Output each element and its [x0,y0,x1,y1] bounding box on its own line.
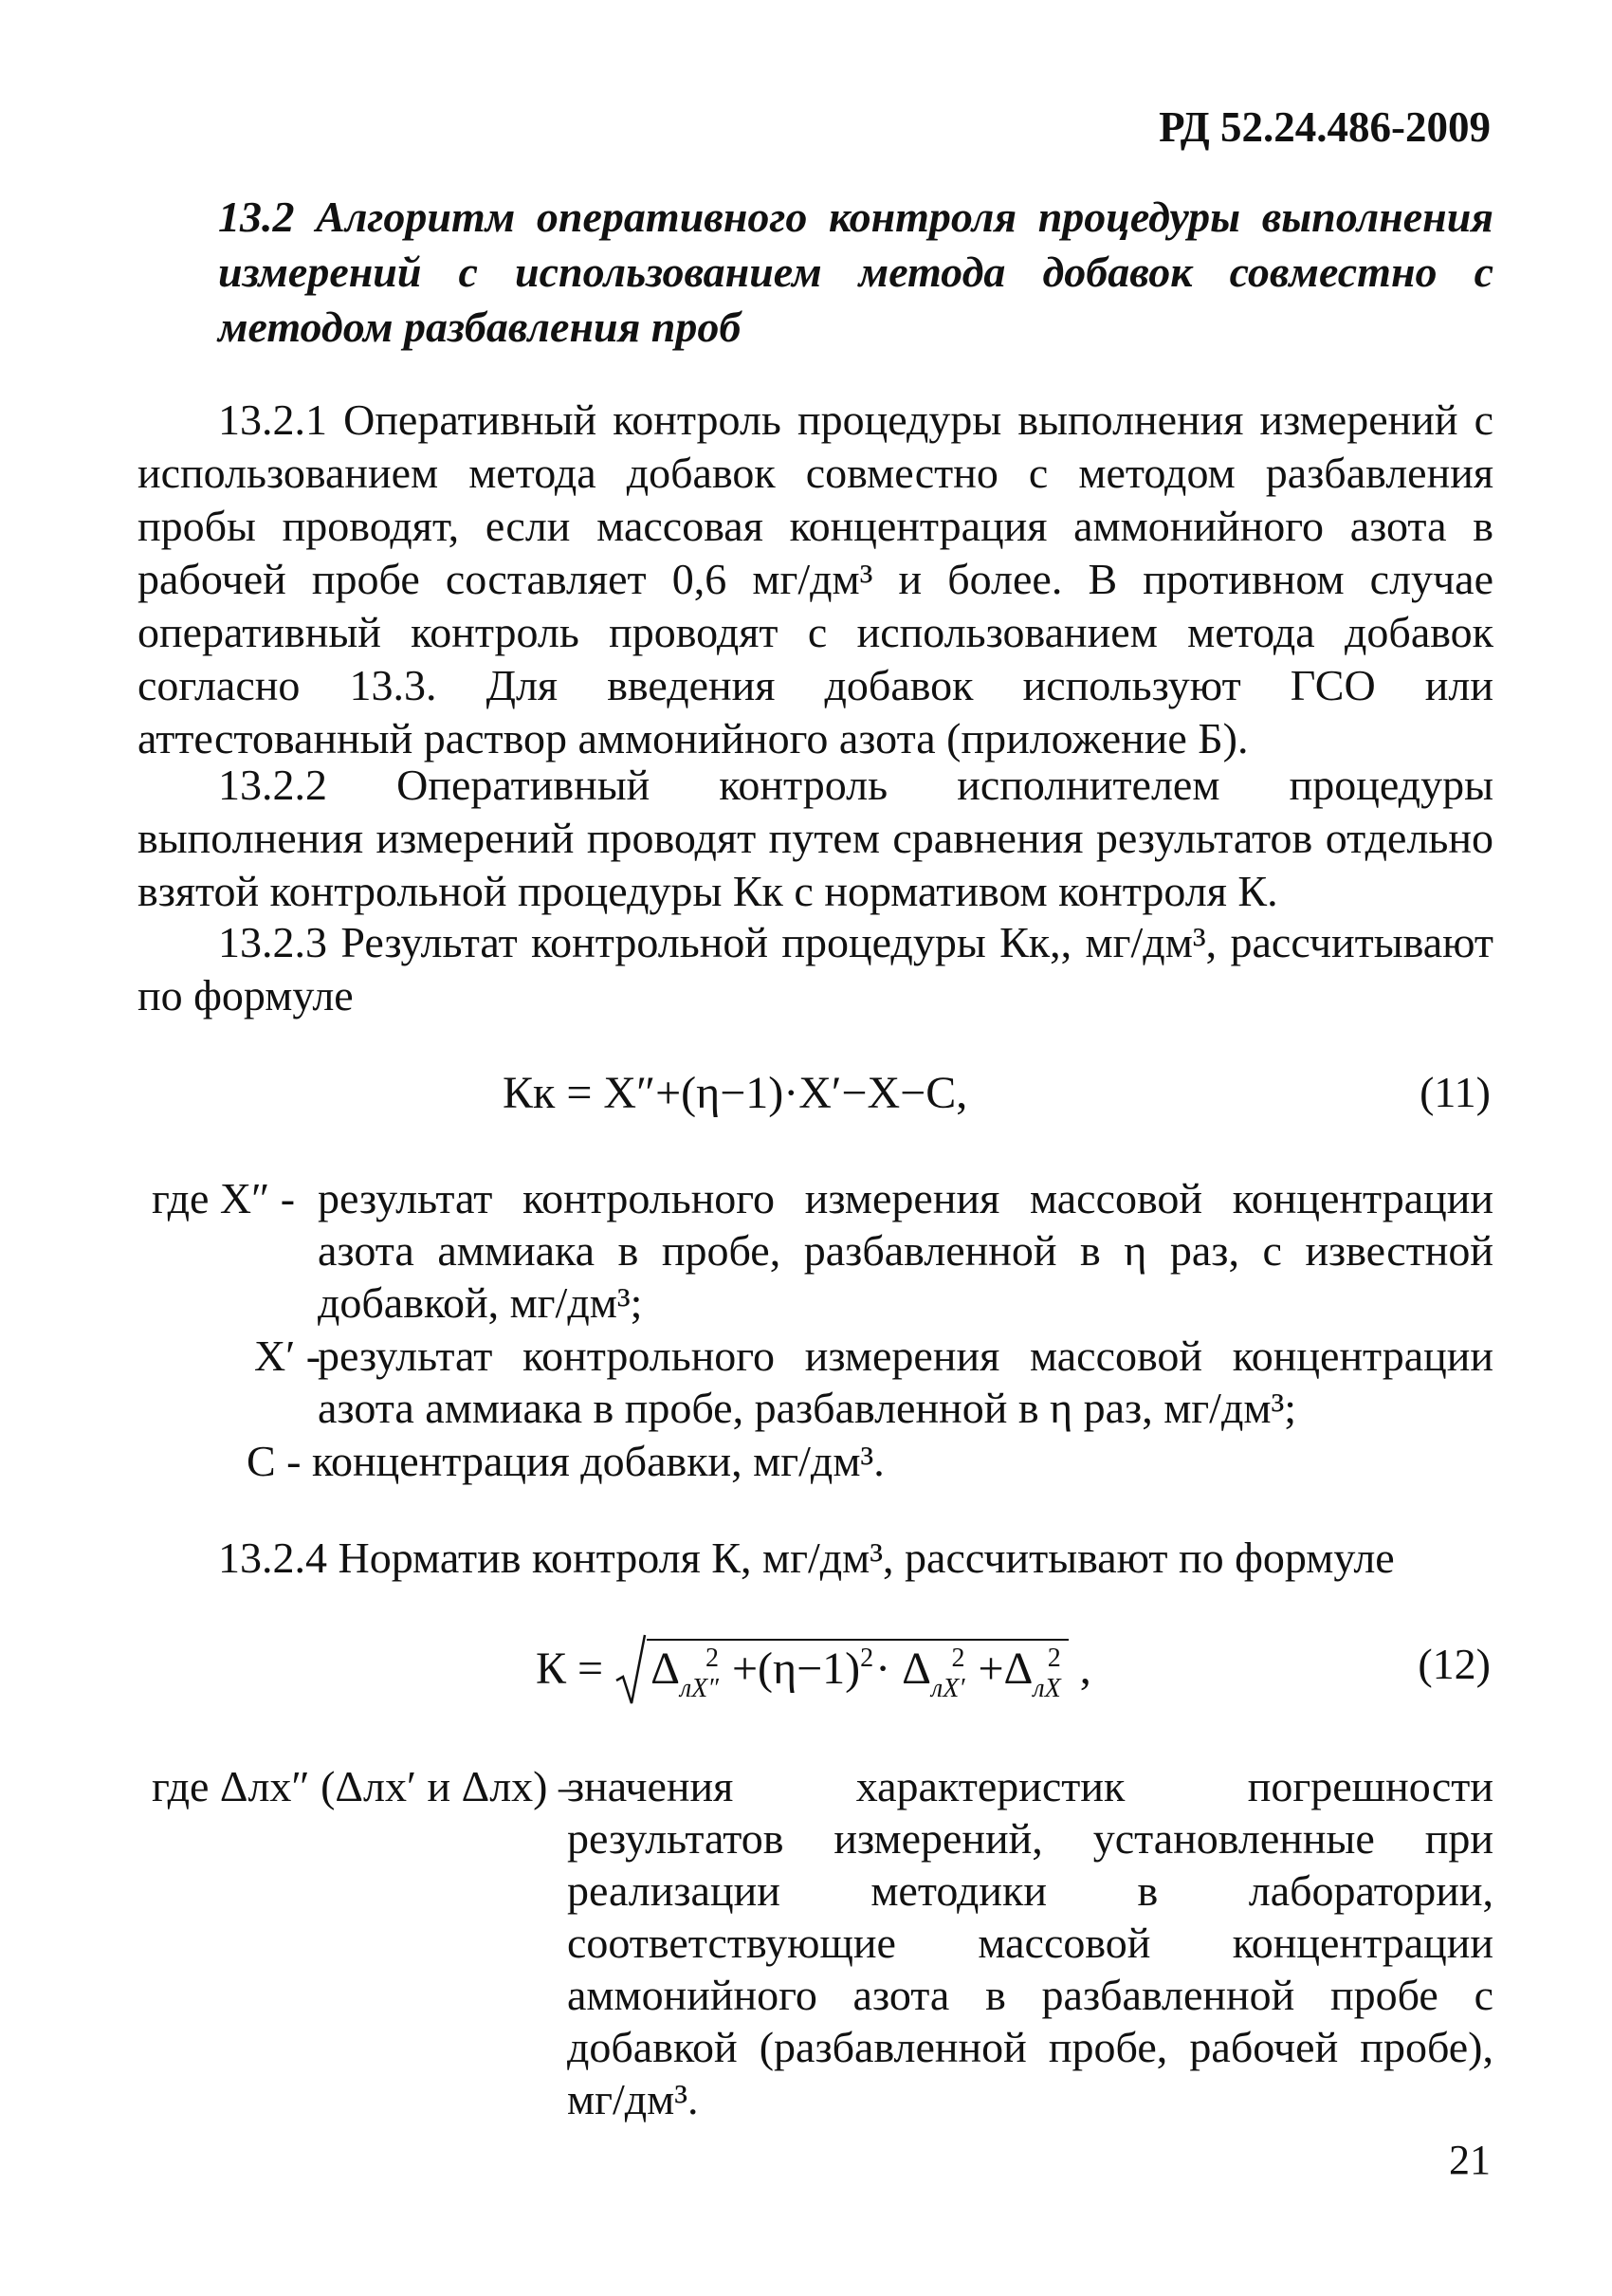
definition-symbol-x-prime: X′ - [254,1332,321,1380]
definition-symbol-c: С - [247,1437,302,1485]
paragraph-13-2-2: 13.2.2 Оперативный контроль исполнителем процедуры выполнения измерений проводят путем сравнения результатов отдельно взятой контрольной процедуры Кк с нормативом контроля К. [137,761,1493,915]
formula-12-lhs: К = [536,1644,604,1694]
paragraph-13-2-3: 13.2.3 Результат контрольной процедуры Кк,, мг/дм³, рассчитывают по формуле [137,918,1493,1019]
document-code: РД 52.24.486-2009 [1159,103,1491,151]
formula-12-number: (12) [1418,1640,1491,1688]
formula-11: Кк = X″+(η−1)·X′−X−C, [503,1068,968,1118]
definitions-12-text: значения характеристик погрешности результатов измерений, установленные при реализации методики в лаборатории, соответствующие массовой концентрации аммонийного азота в разбавленной пробе с добавкой (разбавленной пробе, рабочей пробе), мг/дм³. [567,1762,1493,2123]
paragraph-13-2-4: 13.2.4 Норматив контроля К, мг/дм³, рассчитывают по формуле [218,1534,1395,1582]
definition-text-x-prime: результат контрольного измерения массовой концентрации азота аммиака в пробе, разбавленной в η раз, мг/дм³; [318,1332,1493,1432]
radical-sign-icon [614,1633,647,1707]
square-root: $\Delta_{лX''}^2 +(\eta-1)^2\cdot \Delta_{лX'}^2 +\Delta_{лX}^2$ [614,1639,1069,1704]
paragraph-13-2-1: 13.2.1 Оперативный контроль процедуры выполнения измерений с использованием метода добавок совместно с методом разбавления пробы проводят, если массовая концентрация аммонийного азота в рабочей пробе составляет 0,6 мг/дм³ и более. В противном случае оперативный контроль проводят с использованием метода добавок согласно 13.3. Для введения добавок используют ГСО или аттестованный раствор аммонийного азота (приложение Б). [137,395,1493,762]
definition-text-c: концентрация добавки, мг/дм³. [312,1437,885,1485]
definitions-lead: где [152,1174,210,1222]
section-title: 13.2 Алгоритм оперативного контроля процедуры выполнения измерений с использованием метода добавок совместно с методом разбавления проб [218,193,1493,351]
formula-11-number: (11) [1420,1068,1491,1116]
formula-12-tail: , [1079,1644,1091,1694]
definition-symbol-x-double-prime: X″ - [219,1174,296,1222]
definition-text-x-double-prime: результат контрольного измерения массовой концентрации азота аммиака в пробе, разбавленной в η раз, с известной добавкой, мг/дм³; [318,1174,1493,1327]
formula-12 [536,1639,1091,1704]
page-number: 21 [1449,2137,1491,2183]
definitions-12-lead: где Δлx″ (Δлx′ и Δлx) – [152,1762,580,1810]
